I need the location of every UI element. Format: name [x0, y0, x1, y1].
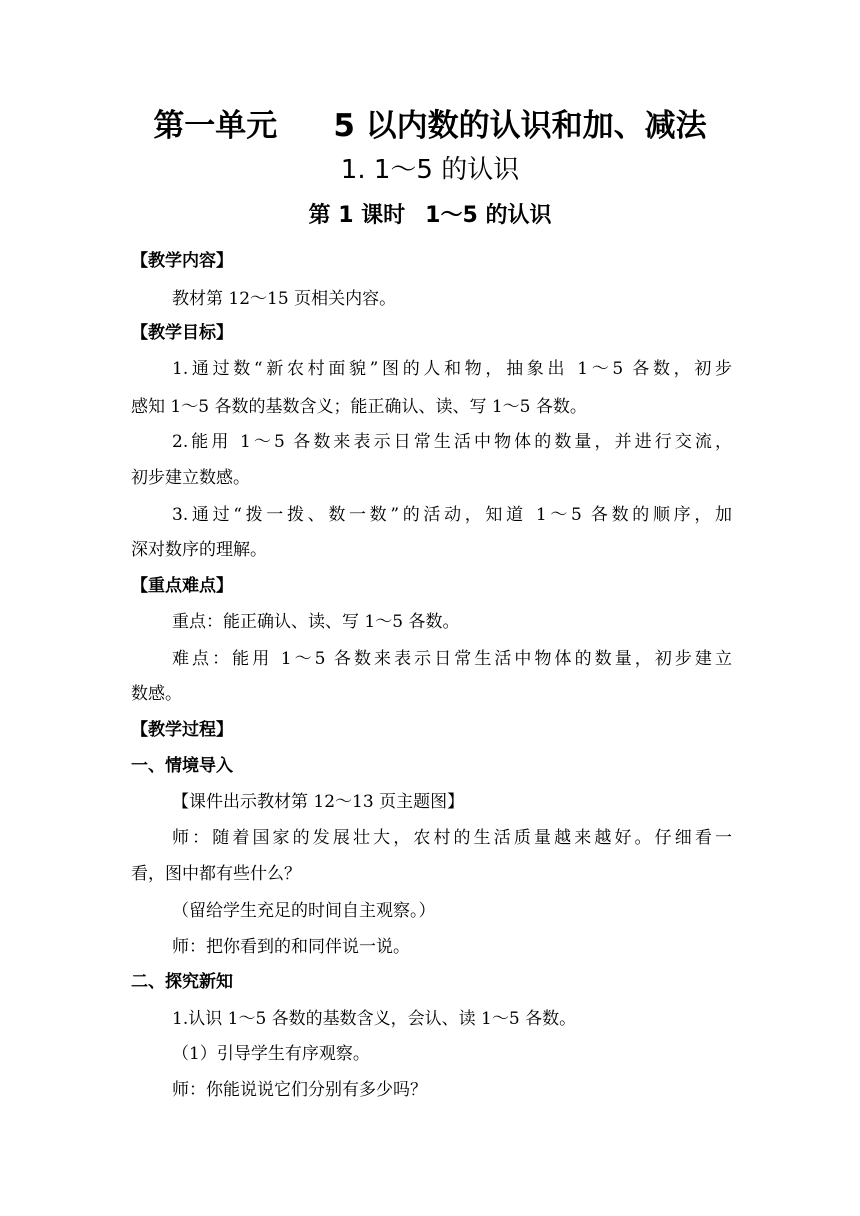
heading-teaching-goals: 【教学目标】: [131, 323, 233, 343]
section-1-teacher-2: 师：把你看到的和同伴说一说。: [172, 937, 410, 957]
unit-title: [0, 106, 860, 146]
difficult-point-line-2: 数感。: [131, 684, 182, 704]
teaching-content-text: 教材第 12～15 页相关内容。: [172, 289, 397, 309]
unit-topic: 5 以内数的认识和加、减法: [333, 108, 707, 144]
difficult-point-line-1: 难点：能用 1～5 各数来表示日常生活中物体的数量，初步建立: [172, 649, 732, 669]
section-2-title: 二、探究新知: [131, 972, 233, 992]
section-2-point-2: （1）引导学生有序观察。: [172, 1044, 370, 1064]
goal-3-line-2: 深对数序的理解。: [131, 540, 267, 560]
section-1-courseware: 【课件出示教材第 12～13 页主题图】: [172, 792, 465, 812]
lesson-topic: 1～5 的认识: [425, 203, 552, 228]
section-1-title: 一、情境导入: [131, 756, 233, 776]
section-2-point-1: 1.认识 1～5 各数的基数含义，会认、读 1～5 各数。: [172, 1009, 577, 1029]
heading-teaching-process: 【教学过程】: [131, 720, 233, 740]
lesson-number: 第 1 课时: [308, 203, 406, 228]
unit-label: 第一单元: [153, 108, 278, 144]
section-2-teacher-question: 师：你能说说它们分别有多少吗？: [172, 1080, 427, 1100]
goal-2-line-2: 初步建立数感。: [131, 468, 250, 488]
goal-1-line-1: 1.通过数“新农村面貌”图的人和物，抽象出 1～5 各数，初步: [172, 359, 732, 379]
heading-key-difficult: 【重点难点】: [131, 576, 233, 596]
goal-1-line-2: 感知 1～5 各数的基数含义；能正确认、读、写 1～5 各数。: [131, 397, 587, 417]
goal-3-line-1: 3.通过“拨一拨、数一数”的活动，知道 1～5 各数的顺序，加: [172, 505, 732, 525]
section-1-note: （留给学生充足的时间自主观察。）: [172, 901, 436, 921]
goal-2-line-1: 2.能用 1～5 各数来表示日常生活中物体的数量，并进行交流，: [172, 432, 732, 452]
key-point: 重点：能正确认、读、写 1～5 各数。: [172, 612, 460, 632]
section-1-teacher-1-line-2: 看，图中都有些什么？: [131, 864, 301, 884]
section-title: 1. 1～5 的认识: [340, 155, 520, 185]
heading-teaching-content: 【教学内容】: [131, 251, 233, 271]
section-1-teacher-1-line-1: 师：随着国家的发展壮大，农村的生活质量越来越好。仔细看一: [172, 828, 732, 848]
lesson-title: [0, 198, 860, 234]
